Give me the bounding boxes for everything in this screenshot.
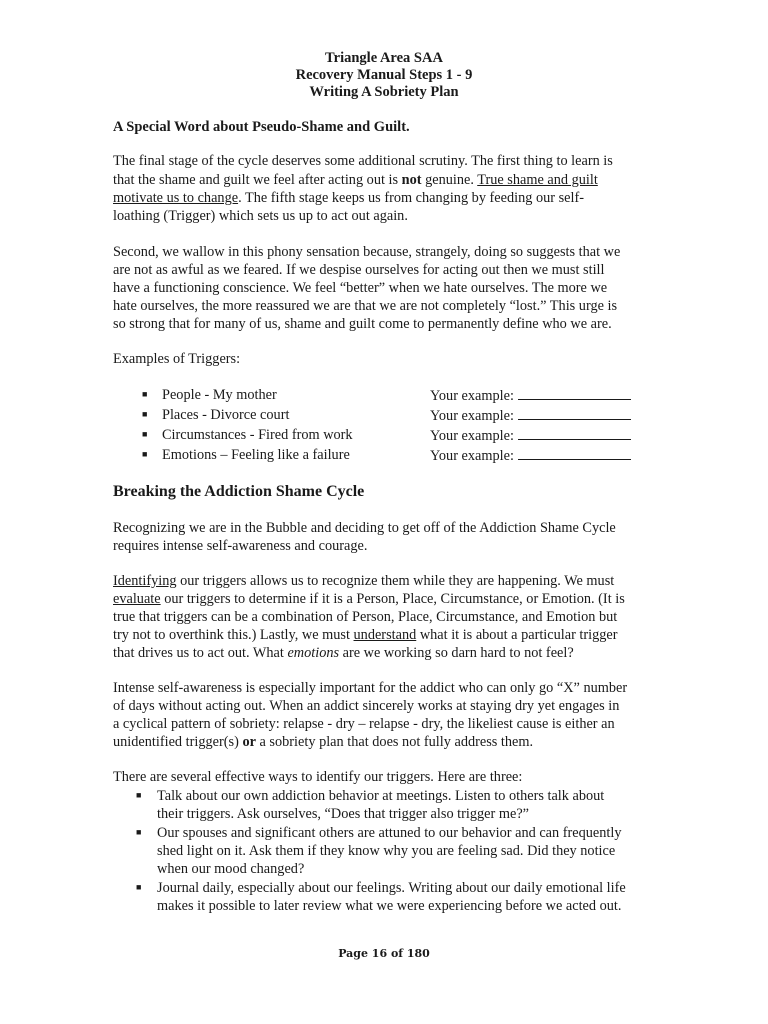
example-label: Your example: bbox=[430, 448, 514, 464]
text-run: that drives us to act out. What bbox=[113, 645, 288, 661]
paragraph-line: requires intense self-awareness and courage. bbox=[113, 538, 368, 554]
text-run: are we working so darn hard to not feel? bbox=[339, 645, 574, 661]
paragraph-line: hate ourselves, the more reassured we are that we are not completely “lost.” This urge is bbox=[113, 298, 618, 314]
trigger-label: Places - Divorce court bbox=[162, 407, 290, 423]
list-item-line: Talk about our own addiction behavior at meetings. Listen to others talk about bbox=[157, 788, 605, 804]
trigger-label: People - My mother bbox=[162, 387, 277, 403]
example-blank-field[interactable] bbox=[518, 407, 631, 420]
paragraph-line bbox=[113, 645, 574, 662]
bullet-icon: ■ bbox=[136, 882, 142, 892]
paragraph-line: a cyclical pattern of sobriety: relapse - dry – relapse - dry, the likeliest cause is either an bbox=[113, 716, 615, 732]
list-item-line: their triggers. Ask ourselves, “Does that trigger also trigger me?” bbox=[157, 806, 530, 822]
paragraph-line bbox=[113, 172, 598, 189]
section-heading-pseudo-shame: A Special Word about Pseudo-Shame and Guilt. bbox=[113, 119, 410, 135]
text-run: that the shame and guilt we feel after acting out is bbox=[113, 172, 402, 188]
text-run: . The fifth stage keeps us from changing by feeding our self- bbox=[238, 190, 585, 206]
paragraph-line bbox=[113, 190, 584, 207]
text-run: our triggers to determine if it is a Person, Place, Circumstance, or Emotion. (It is bbox=[160, 591, 625, 607]
example-blank-field[interactable] bbox=[518, 447, 631, 460]
list-item-line: Journal daily, especially about our feelings. Writing about our daily emotional life bbox=[157, 880, 626, 896]
paragraph-line: have a functioning conscience. We feel “better” when we hate ourselves. The more we bbox=[113, 280, 608, 296]
underlined-text: motivate us to change bbox=[113, 190, 239, 206]
italic-text: emotions bbox=[287, 645, 340, 661]
bold-text: not bbox=[401, 172, 422, 188]
text-run: try not to overthink this.) Lastly, we must bbox=[113, 627, 354, 643]
underlined-text: True shame and guilt bbox=[477, 172, 598, 188]
doc-title-line1: Triangle Area SAA bbox=[325, 50, 443, 66]
example-blank-field[interactable] bbox=[518, 427, 631, 440]
underlined-text: understand bbox=[353, 627, 417, 643]
paragraph-line bbox=[113, 734, 533, 751]
paragraph-line bbox=[113, 573, 614, 590]
page-number: Page 16 of 180 bbox=[338, 947, 430, 960]
text-run: genuine. bbox=[421, 172, 478, 188]
bullet-icon: ■ bbox=[136, 827, 142, 837]
trigger-label: Circumstances - Fired from work bbox=[162, 427, 353, 443]
doc-title-line3: Writing A Sobriety Plan bbox=[309, 84, 459, 100]
text-run: unidentified trigger(s) bbox=[113, 734, 243, 750]
bullet-icon: ■ bbox=[142, 449, 148, 459]
bullet-icon: ■ bbox=[142, 389, 148, 399]
list-item-line: when our mood changed? bbox=[157, 861, 305, 877]
trigger-example bbox=[430, 407, 631, 425]
bold-text: or bbox=[242, 734, 256, 750]
paragraph-line: Recognizing we are in the Bubble and deciding to get off of the Addiction Shame Cycle bbox=[113, 520, 616, 536]
paragraph-line: The final stage of the cycle deserves some additional scrutiny. The first thing to learn is bbox=[113, 153, 613, 169]
example-label: Your example: bbox=[430, 428, 514, 444]
list-item-line: Our spouses and significant others are attuned to our behavior and can frequently bbox=[157, 825, 622, 841]
trigger-example bbox=[430, 427, 631, 445]
text-run: our triggers allows us to recognize them while they are happening. We must bbox=[176, 573, 615, 589]
trigger-example bbox=[430, 387, 631, 405]
bullet-icon: ■ bbox=[136, 790, 142, 800]
trigger-label: Emotions – Feeling like a failure bbox=[162, 447, 350, 463]
text-run: a sobriety plan that does not fully address them. bbox=[255, 734, 534, 750]
doc-title-line2: Recovery Manual Steps 1 - 9 bbox=[295, 67, 473, 83]
paragraph-line bbox=[113, 627, 618, 644]
paragraph-line bbox=[113, 591, 625, 608]
paragraph-line: so strong that for many of us, shame and guilt come to permanently define who we are. bbox=[113, 316, 612, 332]
underlined-text: evaluate bbox=[113, 591, 161, 607]
list-item-line: makes it possible to later review what we were experiencing before we acted out. bbox=[157, 898, 622, 914]
trigger-example bbox=[430, 447, 631, 465]
examples-heading: Examples of Triggers: bbox=[113, 351, 241, 367]
example-blank-field[interactable] bbox=[518, 387, 631, 400]
bullet-icon: ■ bbox=[142, 429, 148, 439]
example-label: Your example: bbox=[430, 408, 514, 424]
paragraph-line: There are several effective ways to identify our triggers. Here are three: bbox=[113, 769, 523, 785]
paragraph-line: of days without acting out. When an addict sincerely works at staying dry yet engages in bbox=[113, 698, 620, 714]
bullet-icon: ■ bbox=[142, 409, 148, 419]
text-run: what it is about a particular trigger bbox=[416, 627, 618, 643]
section-heading-breaking-cycle: Breaking the Addiction Shame Cycle bbox=[113, 483, 365, 500]
paragraph-line: are not as awful as we feared. If we despise ourselves for acting out then we must still bbox=[113, 262, 605, 278]
paragraph-line: Second, we wallow in this phony sensation because, strangely, doing so suggests that we bbox=[113, 244, 621, 260]
paragraph-line: true that triggers can be a combination of Person, Place, Circumstance, and Emotion but bbox=[113, 609, 618, 625]
paragraph-line: Intense self-awareness is especially important for the addict who can only go “X” number bbox=[113, 680, 628, 696]
underlined-text: Identifying bbox=[113, 573, 177, 589]
paragraph-line: loathing (Trigger) which sets us up to act out again. bbox=[113, 208, 408, 224]
list-item-line: shed light on it. Ask them if they know why you are feeling sad. Did they notice bbox=[157, 843, 616, 859]
example-label: Your example: bbox=[430, 388, 514, 404]
